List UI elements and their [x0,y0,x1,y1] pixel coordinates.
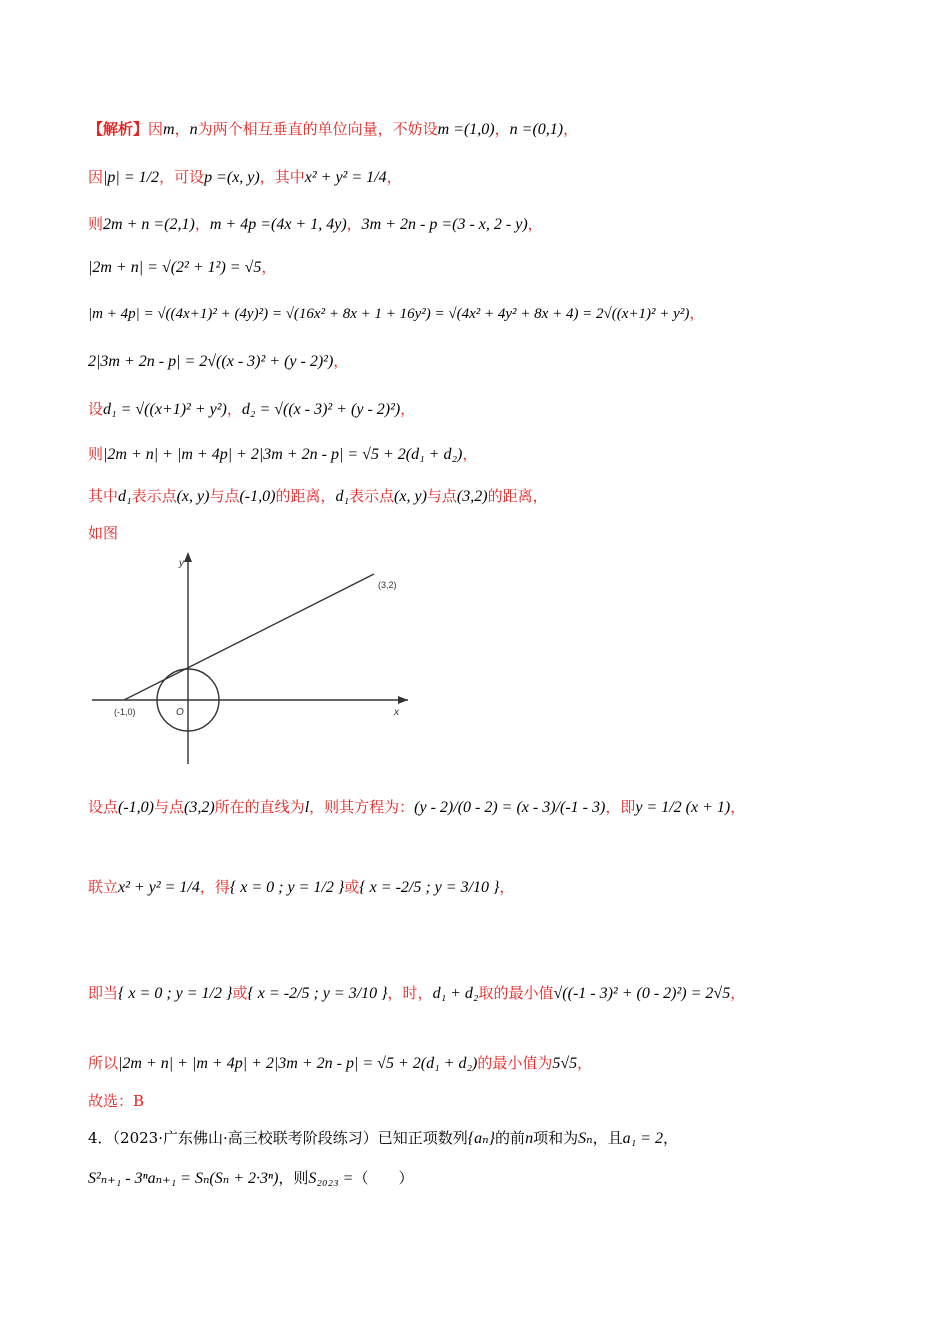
text: ， [400,400,416,418]
math: m =(1,0) [437,121,495,138]
math: m + 4p =(4x + 1, 4y) [209,216,347,233]
text: 因 [88,168,104,186]
text: 的距离， [275,487,336,505]
text: ， [261,258,277,276]
origin-label: O [176,707,184,718]
math: (-1,0) [239,488,276,505]
text: 的前 [495,1129,526,1147]
solution-line-12 [88,876,514,899]
text: 所以 [88,1054,119,1072]
line-l [124,574,374,700]
solution-line-5 [88,302,704,325]
text: 其中 [88,487,119,505]
math: (x, y) [394,488,427,505]
text: ，即 [605,798,636,816]
math: n [525,1130,534,1147]
text: 所在的直线为 [214,798,305,816]
text: ， [386,168,402,186]
text: ， [494,120,510,138]
text: 则 [88,445,104,463]
solution-line-10 [88,522,118,544]
math: (3,2) [456,488,488,505]
math: x² + y² = 1/4 [118,879,200,896]
math: |2m + n| + |m + 4p| + 2|3m + 2n - p| = √5 + 2(d₁ + d₂) [103,446,463,463]
math: (-1,0) [118,799,154,816]
math: |2m + n| = √(2² + 1²) = √5 [88,259,262,276]
math: d₁ [335,488,350,505]
y-axis-label: y [179,558,184,569]
text: 表示点 [131,487,177,505]
math: Sₙ [578,1130,593,1147]
math: {aₙ} [467,1130,496,1147]
text: 表示点 [349,487,395,505]
solution-line-13 [88,982,745,1005]
text: ， [333,352,349,370]
solution-line-6 [88,350,348,373]
solution-line-2 [88,166,402,189]
text: ， [499,878,515,896]
text: 如图 [88,524,119,542]
solution-line-1 [88,118,578,141]
math: (3,2) [184,799,215,816]
answer-choice: 故选：B [88,1092,145,1110]
math: { x = 0 ; y = 1/2 } [118,985,233,1002]
y-axis-arrow [184,552,192,562]
math: m [163,121,175,138]
text: ， [730,984,746,1002]
text: ，且 [592,1129,623,1147]
solution-line-8 [88,443,477,466]
solution-line-3 [88,213,543,236]
text: ， [730,798,746,816]
text: 与点 [154,798,185,816]
math: |2m + n| + |m + 4p| + 2|3m + 2n - p| = √5 + 2(d₁ + d₂) [118,1055,478,1072]
text: ，可设 [159,168,205,186]
solution-line-14 [88,1052,592,1075]
text: 的最小值为 [477,1054,553,1072]
question-number: 4． [88,1129,113,1147]
text: 与点 [426,487,457,505]
solution-line-11 [88,796,745,819]
solution-line-15 [88,1090,144,1112]
math: { x = -2/5 ; y = 3/10 } [247,985,388,1002]
text: 即当 [88,984,119,1002]
math: { x = 0 ; y = 1/2 } [229,879,345,896]
text: 与点 [209,487,240,505]
math: p =(x, y) [204,169,260,186]
math: d₂ = √((x - 3)² + (y - 2)²) [241,401,401,418]
text: 设点 [88,798,119,816]
math: a₁ = 2 [622,1130,663,1147]
math: 5√5 [552,1055,578,1072]
math: x² + y² = 1/4 [304,169,387,186]
text: ， [662,1129,678,1147]
math: 3m + 2n - p =(3 - x, 2 - y) [361,216,528,233]
math: S²ₙ₊₁ - 3ⁿaₙ₊₁ = Sₙ(Sₙ + 2·3ⁿ) [88,1170,279,1187]
math: |p| = 1/2 [103,169,160,186]
math: { x = -2/5 ; y = 3/10 } [359,879,500,896]
text: ， [527,215,543,233]
text: （2023·广东佛山·高三校联考阶段练习）已知正项数列 [112,1129,468,1147]
question-4-line-2 [88,1167,413,1190]
math: n =(0,1) [509,121,564,138]
solution-line-4 [88,256,276,279]
analysis-tag: 【解析】 [88,120,149,138]
text: 为两个相互垂直的单位向量，不妨设 [197,120,438,138]
text: ， [462,445,478,463]
x-axis-arrow [398,696,408,704]
text: 联立 [88,878,119,896]
text: ，则 [278,1169,309,1187]
math: √((-1 - 3)² + (0 - 2)²) = 2√5 [553,985,731,1002]
text: 的距离， [487,487,548,505]
x-axis-label: x [394,707,399,718]
text: ， [577,1054,593,1072]
text: 或 [232,984,248,1002]
text: ，其中 [259,168,305,186]
math: |m + 4p| = √((4x+1)² + (4y)²) = √(16x² + 8x + 1 + 16y²) = √(4x² + 4y² + 8x + 4) = 2√((x+1)² + y²) [88,306,690,322]
math: n [189,121,198,138]
math: (y - 2)/(0 - 2) = (x - 3)/(-1 - 3) [414,799,606,816]
math: 2|3m + 2n - p| = 2√((x - 3)² + (y - 2)²) [88,353,334,370]
text: 则 [88,215,104,233]
point-a-label: (-1,0) [114,707,136,717]
text: ， [194,215,210,233]
math: y = 1/2 (x + 1) [635,799,731,816]
text: 设 [88,400,104,418]
text: 取的最小值 [478,984,554,1002]
question-4-line-1 [88,1127,678,1150]
math: d₁ + d₂ [432,985,479,1002]
text: ， [226,400,242,418]
text: 因 [148,120,164,138]
text: 或 [344,878,360,896]
text: ， [689,304,705,322]
text: ， [563,120,579,138]
solution-line-9 [88,485,548,508]
coordinate-figure [88,548,418,770]
text: 项和为 [533,1129,579,1147]
text: ，则其方程为： [309,798,415,816]
text: ，得 [199,878,230,896]
text: ， [346,215,362,233]
math: (x, y) [176,488,210,505]
text: （ ） [353,1169,414,1187]
math: d₁ [118,488,132,505]
text: ，时， [387,984,433,1002]
solution-line-7 [88,398,415,421]
text: ， [174,120,190,138]
math: l [304,799,310,816]
math: d₁ = √((x+1)² + y²) [103,401,227,418]
math: 2m + n =(2,1) [103,216,195,233]
point-b-label: (3,2) [378,580,397,590]
math: S₂₀₂₃ = [308,1170,354,1187]
